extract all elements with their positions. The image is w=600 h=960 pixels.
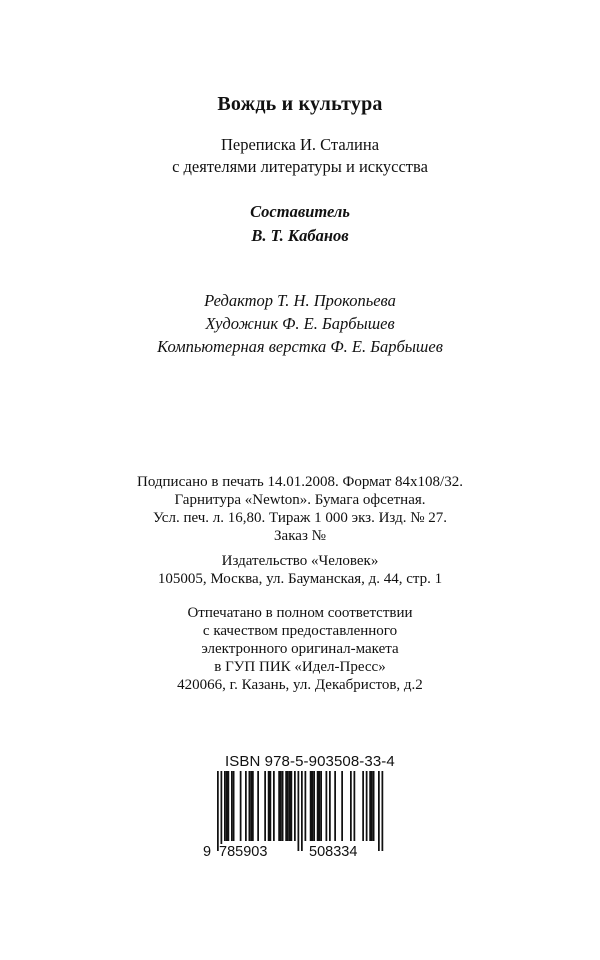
barcode-bar [341,771,343,841]
barcode-bar [228,771,230,841]
barcode-bar [226,771,228,841]
barcode-bar [319,771,321,841]
barcode-bar [282,771,284,841]
barcode-bar [350,771,352,841]
barcode-bar [273,771,275,841]
barcode-bar [224,771,226,841]
credit-editor: Редактор Т. Н. Прокопьева [204,291,396,310]
barcode-bar [371,771,373,841]
publisher-address: 105005, Москва, ул. Бауманская, д. 44, стр. 1 [157,571,443,587]
barcode-digits-right: 508334 [309,844,358,860]
barcode-bar [270,771,272,841]
barcode-bar [285,771,287,841]
barcode-guard-bar [217,771,219,851]
publisher-name: Издательство «Человек» [221,553,379,569]
barcode-bar [326,771,328,841]
printer-address: 420066, г. Казань, ул. Декабристов, д.2 [177,677,423,693]
barcode-bar [362,771,364,841]
credit-artist: Художник Ф. Е. Барбышев [205,314,395,333]
printer-line: с качеством предоставленного [202,623,398,639]
barcode-bar [249,771,251,841]
credits-block [0,289,600,358]
barcode-bar [250,771,252,841]
subtitle-line: Переписка И. Сталина [220,135,380,154]
isbn-barcode [203,753,399,873]
barcode-guard-bar [301,771,303,851]
printer-line: Отпечатано в полном соответствии [187,605,413,621]
imprint-line: Подписано в печать 14.01.2008. Формат 84х108/32. [137,474,463,490]
compiler-name: В. Т. Кабанов [251,226,349,245]
publisher-block [0,552,600,588]
barcode-bar [252,771,254,841]
barcode-bar [313,771,315,841]
barcode-bar [278,771,280,841]
barcode-bar [369,771,371,841]
imprint-line: Гарнитура «Newton». Бумага офсетная. [174,492,426,508]
barcode-bar [334,771,336,841]
compiler-label: Составитель [250,202,350,221]
barcode-guard-bar [221,771,223,851]
barcode-guard-bar [378,771,380,851]
barcode-bar [329,771,331,841]
imprint-block [0,473,600,545]
barcode-bar [257,771,259,841]
book-subtitle [0,134,600,178]
barcode-bars [203,771,399,853]
barcode-bar [291,771,293,841]
isbn-label: ISBN 978-5-903508-33-4 [225,753,395,770]
barcode-bar [320,771,322,841]
barcode-bar [264,771,266,841]
barcode-digit-first: 9 [203,844,212,860]
imprint-line: Усл. печ. л. 16,80. Тираж 1 000 экз. Изд. № 27. [152,510,448,526]
printer-line: в ГУП ПИК «Идел-Пресс» [214,659,386,675]
barcode-bar [294,771,296,841]
book-title: Вождь и культура [217,93,383,115]
barcode-bar [240,771,242,841]
printer-block [0,604,600,694]
barcode-bar [280,771,282,841]
barcode-bar [354,771,356,841]
barcode-bar [289,771,291,841]
imprint-line: Заказ № [274,528,326,544]
barcode-bar [366,771,368,841]
barcode-guard-bar [382,771,384,851]
barcode-bar [245,771,247,841]
barcode-bar [317,771,319,841]
compiler-block [0,200,600,248]
barcode-bar [268,771,270,841]
barcode-bar [287,771,289,841]
barcode-digits-left: 785903 [219,844,268,860]
subtitle-line: с деятелями литературы и искусства [172,157,428,176]
barcode-bar [312,771,314,841]
barcode-bar [231,771,233,841]
barcode-bar [305,771,307,841]
barcode-bar [373,771,375,841]
credit-layout: Компьютерная верстка Ф. Е. Барбышев [157,337,443,356]
barcode-guard-bar [298,771,300,851]
printer-line: электронного оригинал-макета [201,641,399,657]
barcode-bar [233,771,235,841]
barcode-bar [310,771,312,841]
